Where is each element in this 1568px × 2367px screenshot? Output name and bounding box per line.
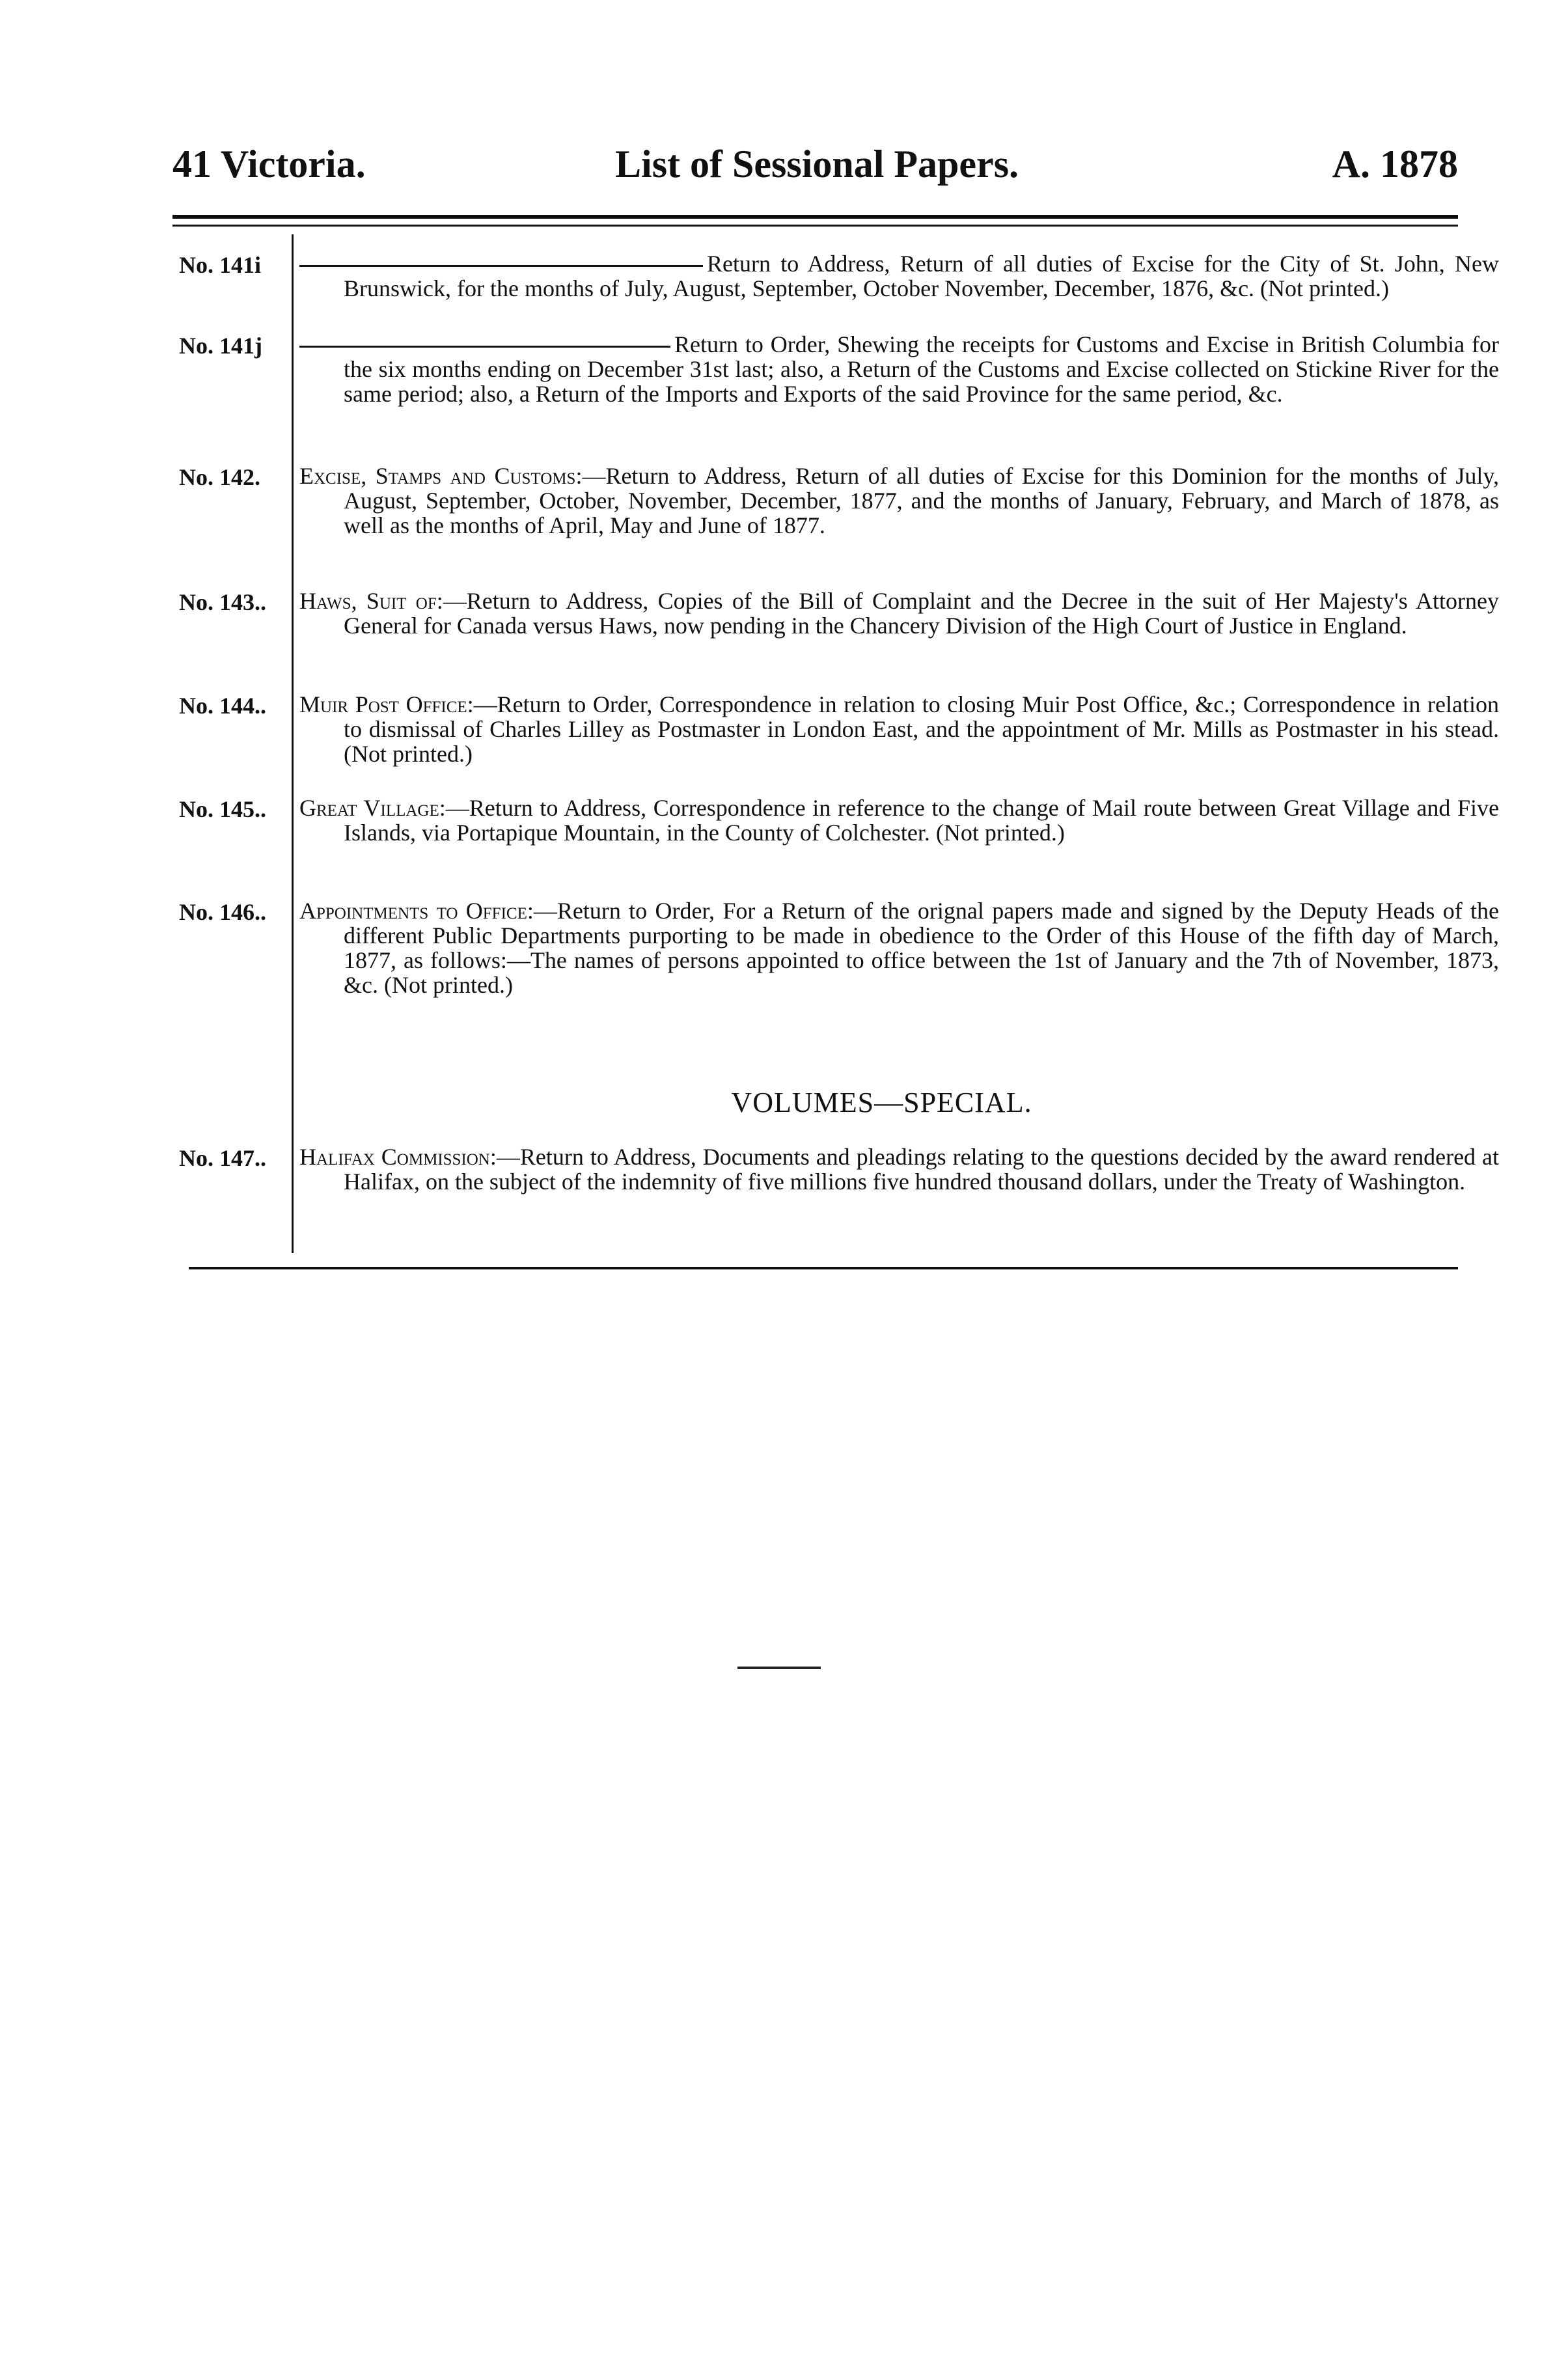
running-head-year: A. 1878 xyxy=(1332,143,1458,186)
entry-text xyxy=(299,796,1499,845)
entry-number: No. 146.. xyxy=(179,899,266,925)
entry-text xyxy=(299,251,1499,301)
running-head-session: 41 Victoria. xyxy=(172,143,366,186)
entry-body: :—Return to Order, Correspondence in relation to closing Muir Post Office, &c.; Correspondence in relation to dismissal of Charles Lilley as Postmaster in London East, and the appointment of Mr. Mills as Postmaster in his stead. (Not printed.) xyxy=(344,691,1499,767)
entry-subject: Haws, Suit of xyxy=(299,588,437,614)
entry-number: No. 141i xyxy=(179,252,261,278)
end-ornament-rule xyxy=(737,1667,821,1669)
entry-body: Return to Address, Return of all duties of Excise for the City of St. John, New Brunswick, for the months of July, August, September, October November, December, 1876, &c. (Not printed.) xyxy=(344,251,1499,301)
entry-text xyxy=(299,464,1499,538)
entry-subject: Great Village xyxy=(299,795,439,821)
entry-text xyxy=(299,588,1499,638)
entry-subject: Muir Post Office xyxy=(299,691,467,717)
entry-text xyxy=(299,898,1499,997)
entry-body: :—Return to Address, Copies of the Bill of Complaint and the Decree in the suit of Her Majesty's Attorney General for Canada versus Haws, now pending in the Chancery Division of the High Court of Justice in England. xyxy=(344,588,1499,639)
entry-body: Return to Order, Shewing the receipts for Customs and Excise in British Columbia for the six months ending on December 31st last; also, a Return of the Customs and Excise collected on Stickine River for the same period; also, a Return of the Imports and Exports of the said Province for the same period, &c. xyxy=(344,331,1499,407)
ditto-rule xyxy=(299,265,703,267)
section-heading xyxy=(0,1086,1568,1119)
entry-subject: Excise, Stamps and Customs xyxy=(299,463,576,489)
entry-body: :—Return to Order, For a Return of the orignal papers made and signed by the Deputy Heads of the different Public Departments purporting to be made in obedience to the Order of this House of the fifth day of March, 1877, as follows:—The names of persons appointed to office between the 1st of January and the 7th of November, 1873, &c. (Not printed.) xyxy=(344,898,1499,998)
running-head-title: List of Sessional Papers. xyxy=(615,143,1019,186)
entry-text xyxy=(299,692,1499,766)
entry-body: :—Return to Address, Return of all duties of Excise for this Dominion for the months of July, August, September, October, November, December, 1877, and the months of January, February, and March of 1878, as well as the months of April, May and June of 1877. xyxy=(344,463,1499,538)
header-rule-thick xyxy=(172,215,1458,219)
footer-rule xyxy=(189,1267,1458,1269)
entry-subject: Halifax Commission xyxy=(299,1144,490,1170)
page-header xyxy=(172,135,1458,194)
entry-number: No. 144.. xyxy=(179,693,266,719)
entry-text xyxy=(299,1144,1499,1194)
section-heading-text: VOLUMES—SPECIAL. xyxy=(731,1087,1032,1118)
entry-body: :—Return to Address, Correspondence in reference to the change of Mail route between Great Village and Five Islands, via Portapique Mountain, in the County of Colchester. (Not printed.) xyxy=(344,795,1499,846)
entry-number: No. 145.. xyxy=(179,796,266,822)
header-rule-thin xyxy=(172,225,1458,227)
entry-number: No. 141j xyxy=(179,333,262,359)
entry-number: No. 147.. xyxy=(179,1145,266,1171)
entry-number: No. 143.. xyxy=(179,589,266,615)
entry-text xyxy=(299,332,1499,406)
ditto-rule xyxy=(299,346,670,348)
entry-number: No. 142. xyxy=(179,464,260,490)
entry-subject: Appointments to Office xyxy=(299,898,527,924)
entry-body: :—Return to Address, Documents and pleadings relating to the questions decided by the award rendered at Halifax, on the subject of the indemnity of five millions five hundred thousand dollars, under the Treaty of Washington. xyxy=(344,1144,1499,1195)
